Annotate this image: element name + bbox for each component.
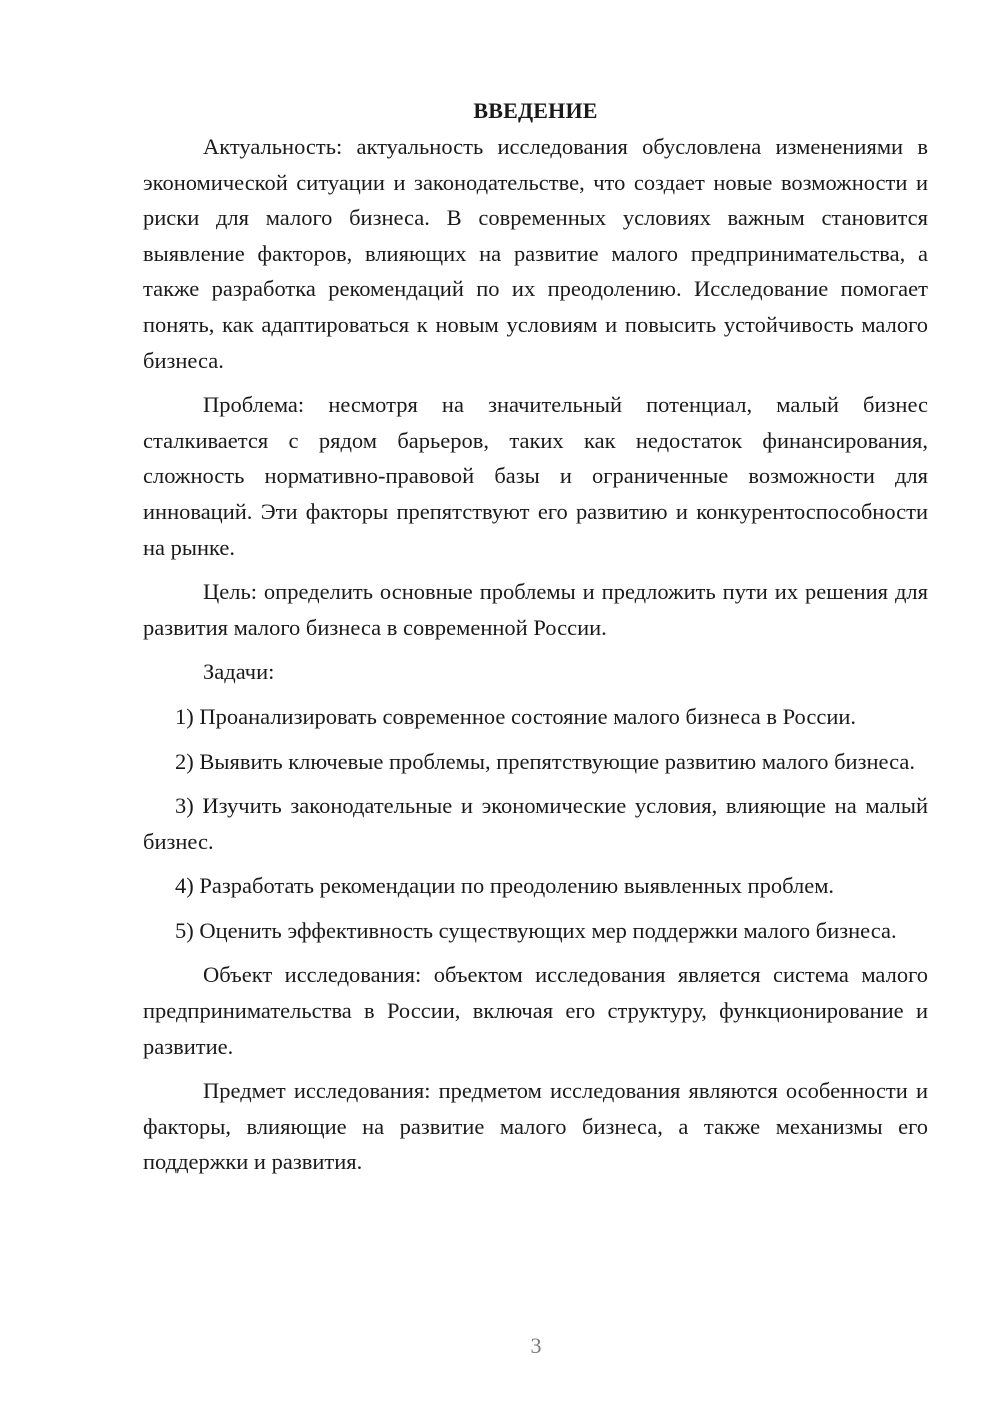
subject-paragraph: Предмет исследования: предметом исследования являются особенности и факторы, влияющие на развитие малого бизнеса, а также механизмы его поддержки и развития. (143, 1078, 928, 1175)
list-item: 1) Проанализировать современное состояние малого бизнеса в России. (175, 703, 857, 729)
list-item: 2) Выявить ключевые проблемы, препятствующие развитию малого бизнеса. (175, 748, 915, 774)
tasks-label: Задачи: (203, 659, 275, 685)
problem-paragraph: Проблема: несмотря на значительный потенциал, малый бизнес сталкивается с рядом барьеров, таких как недостаток финансирования, сложность нормативно-правовой базы и ограниченные возможности для инноваций. Эти факторы препятствуют его развитию и конкурентоспособности на рынке. (143, 392, 928, 560)
goal-paragraph: Цель: определить основные проблемы и предложить пути их решения для развития малого бизнеса в современной России. (143, 579, 928, 640)
object-paragraph: Объект исследования: объектом исследования является система малого предпринимательства в России, включая его структуру, функционирование и развитие. (143, 962, 928, 1059)
relevance-paragraph: Актуальность: актуальность исследования обусловлена изменениями в экономической ситуации и законодательстве, что создает новые возможности и риски для малого бизнеса. В современных условиях важным становится выявление факторов, влияющих на развитие малого предпринимательства, а также разработка рекомендаций по их преодолению. Исследование помогает понять, как адаптироваться к новым условиям и повысить устойчивость малого бизнеса. (143, 134, 928, 373)
list-item: 3) Изучить законодательные и экономические условия, влияющие на малый бизнес. (143, 793, 928, 854)
page-number: 3 (530, 1333, 542, 1358)
list-item: 5) Оценить эффективность существующих мер поддержки малого бизнеса. (175, 917, 897, 943)
page-title: ВВЕДЕНИЕ (473, 98, 598, 123)
tasks-list (143, 699, 928, 949)
text-column (143, 93, 928, 1189)
list-item: 4) Разработать рекомендации по преодолению выявленных проблем. (175, 873, 835, 899)
